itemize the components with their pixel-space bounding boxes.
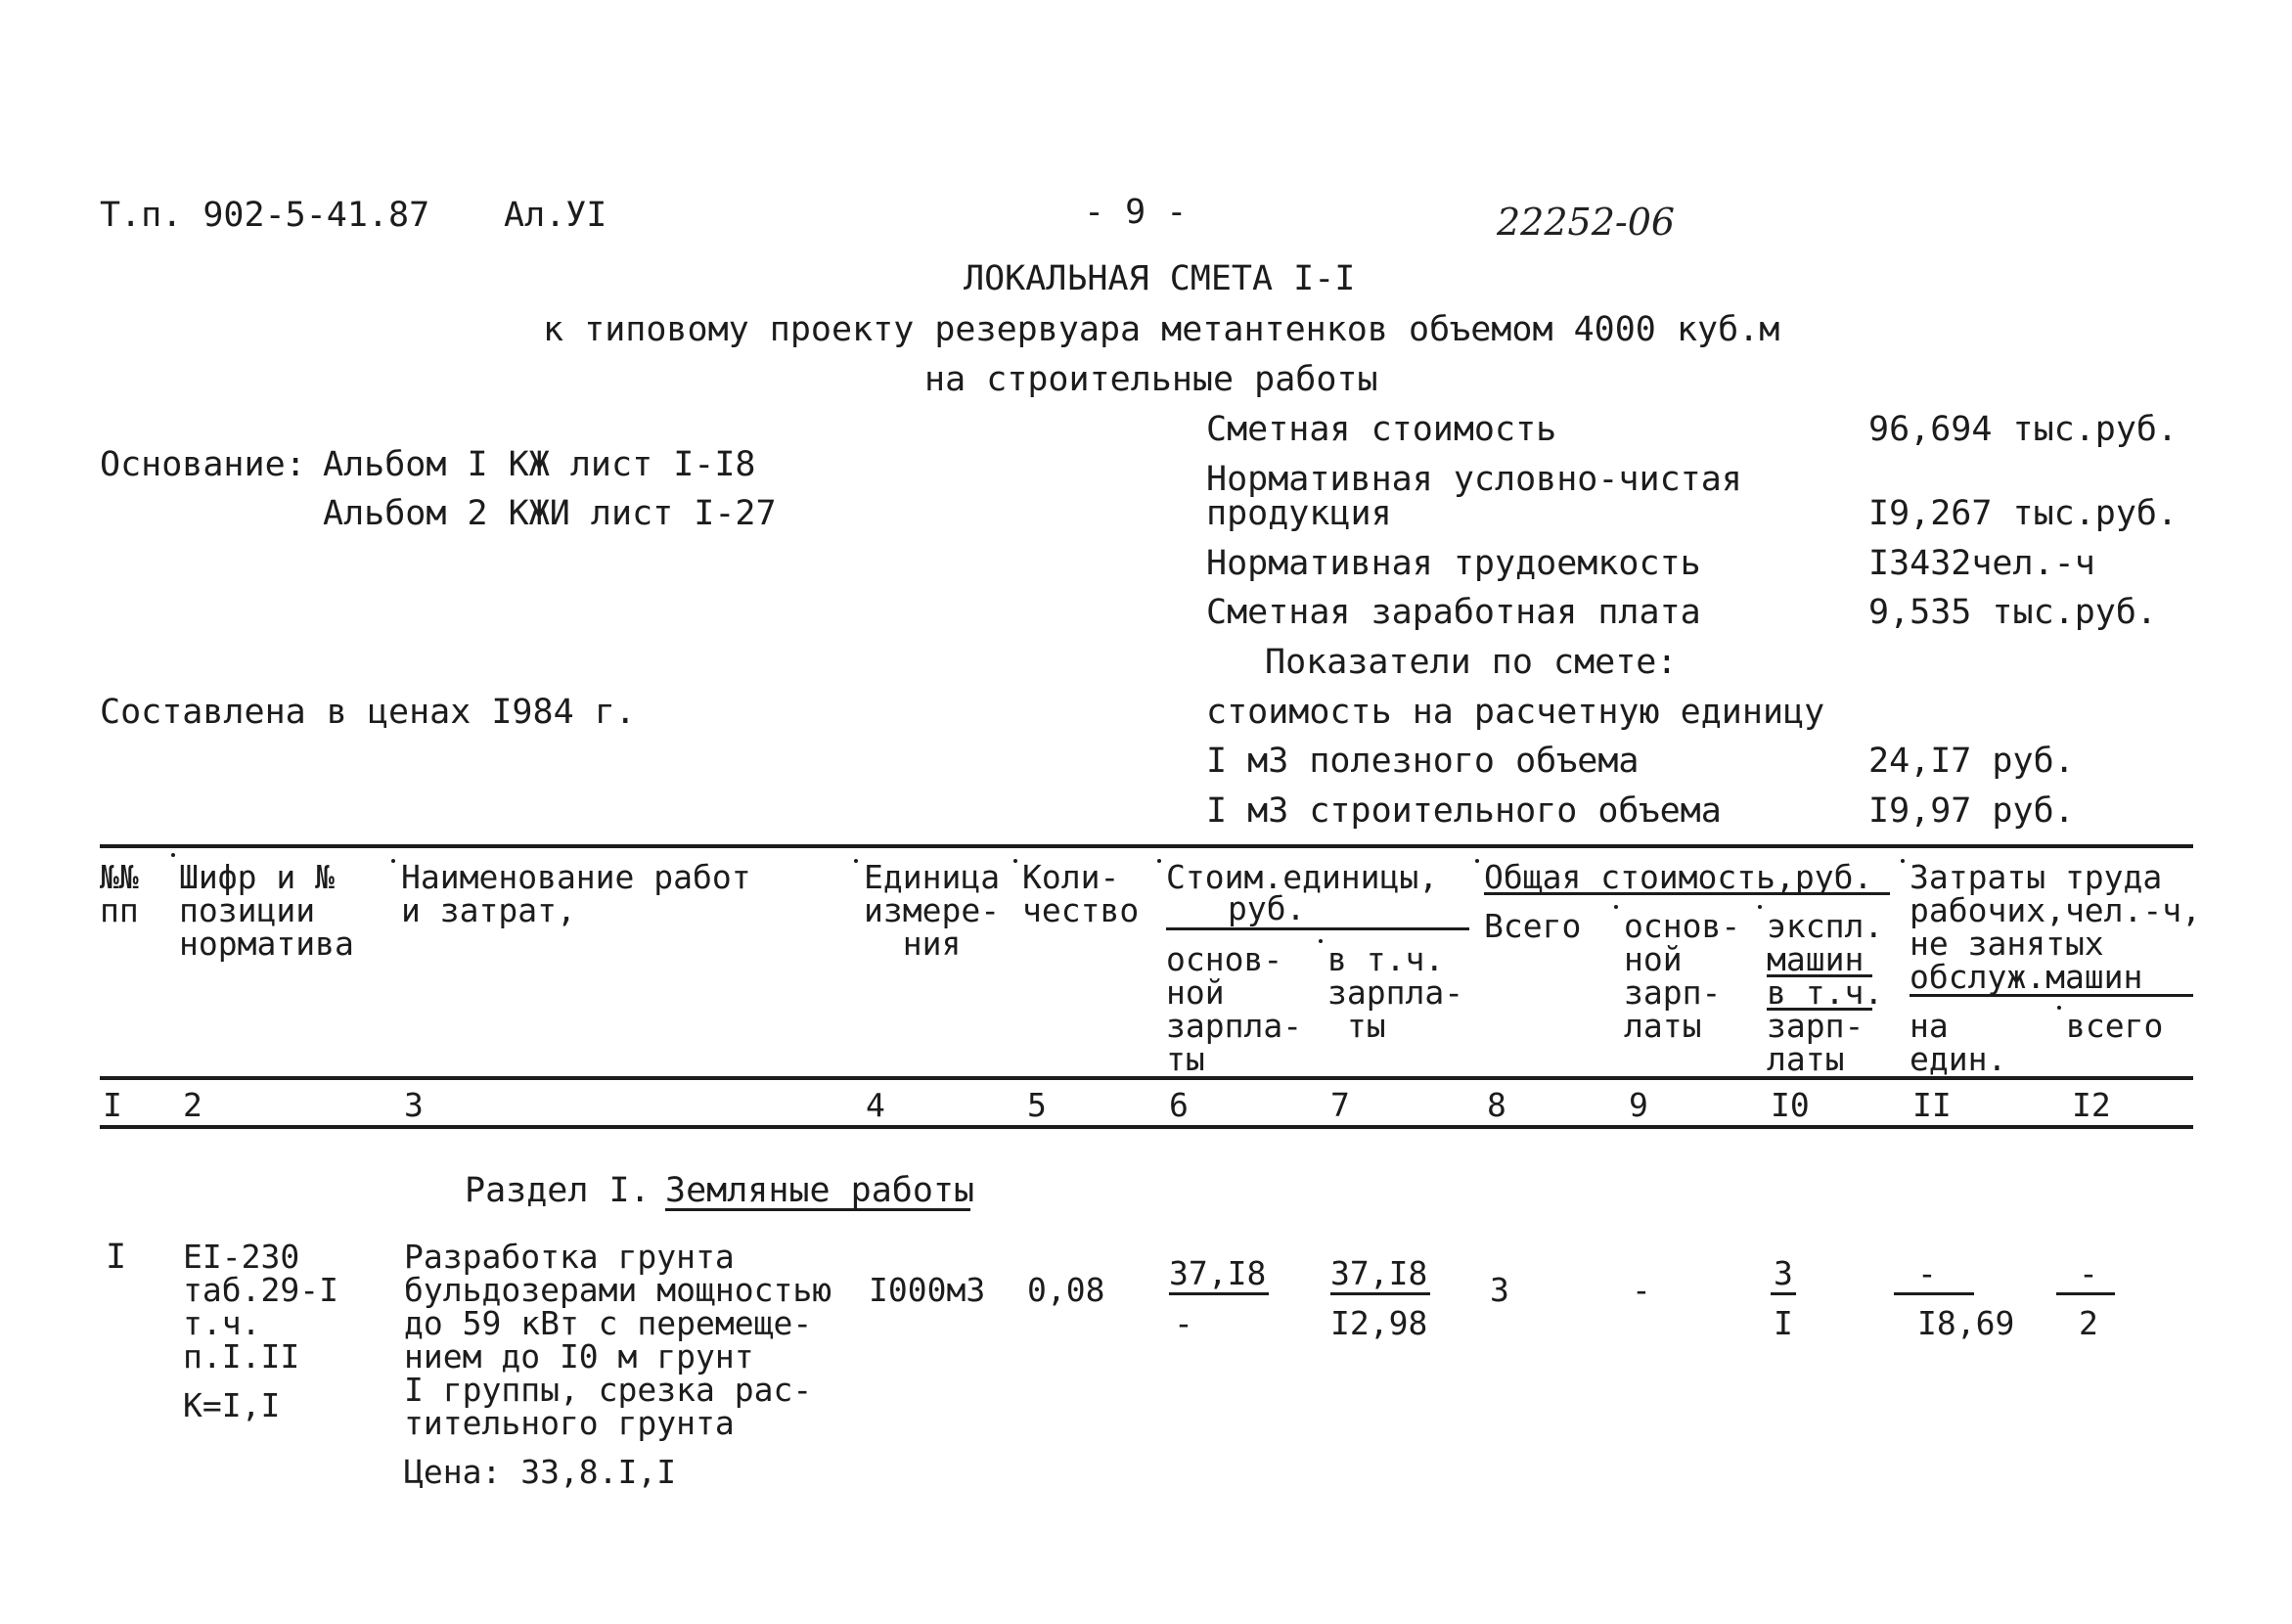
col-number: I0 [1771, 1086, 1810, 1124]
col-number: II [1912, 1086, 1952, 1124]
col-header-code: Шифр и № позиции норматива [179, 858, 354, 963]
row-total: 3 [1490, 1271, 1509, 1309]
doc-code: Т.п. 902-5-41.87 [100, 196, 430, 235]
col-header-qty: Коли- чество [1022, 858, 1140, 929]
row-work-name: Разработка грунта бульдозерами мощностью до 59 кВт с перемеще- нием до I0 м грунт I группы, срезка рас- тительного грунта [404, 1238, 832, 1442]
labor-label: Нормативная трудоемкость [1206, 544, 1701, 583]
col-header-machine-3: в т.ч. [1767, 973, 1884, 1012]
col-number: 6 [1169, 1086, 1189, 1124]
prices-note: Составлена в ценах I984 г. [100, 693, 636, 732]
row-number: I [106, 1238, 127, 1277]
useful-volume-value: 24,I7 руб. [1868, 742, 2075, 781]
col-header-num: №№ пп [100, 858, 139, 929]
document-title: ЛОКАЛЬНАЯ СМЕТА I-I [964, 259, 1356, 298]
row-machine-cost: 3 [1774, 1254, 1793, 1292]
col-divider-mark [854, 859, 858, 863]
row-unit: I000м3 [869, 1271, 986, 1309]
unit-cost-group-rule [1166, 927, 1469, 930]
col-number: I2 [2072, 1086, 2111, 1124]
row-unit-wage: 37,I8 [1330, 1254, 1428, 1292]
cost-value: 96,694 тыс.руб. [1868, 410, 2179, 449]
col-number: I [103, 1086, 122, 1124]
col-header-labor-group: Затраты труда рабочих,чел.-ч, не занятых [1910, 858, 2202, 963]
wage-label: Сметная заработная плата [1206, 593, 1701, 632]
labor-value: I3432чел.-ч [1868, 544, 2095, 583]
row-coefficient: К=I,I [183, 1386, 281, 1424]
col-header-machine: экспл. [1767, 907, 1884, 945]
row-unit-cost-wage: - [1174, 1304, 1193, 1342]
basis-line-2: Альбом 2 КЖИ лист I-27 [323, 494, 777, 533]
col-header-name: Наименование работ и затрат, [401, 858, 751, 929]
section-name-underline [665, 1208, 970, 1211]
col-header-total: Всего [1484, 907, 1582, 945]
total-group-underline [1484, 892, 1890, 895]
col-header-unit-cost-group: Стоим.единицы, [1166, 858, 1439, 896]
net-product-label-2: продукция [1206, 494, 1392, 533]
net-product-label: Нормативная условно-чистая [1206, 460, 1742, 499]
machine-cost-underline [1771, 1292, 1796, 1295]
col-header-unit-cost: основ- ной зарпла- ты [1166, 940, 1303, 1078]
col-number: 5 [1027, 1086, 1047, 1124]
col-header-labor-subgroup: обслуж.машин [1910, 958, 2143, 996]
col-divider-mark [1758, 905, 1762, 909]
col-number: 3 [404, 1086, 424, 1124]
col-divider-mark [1901, 859, 1905, 863]
section-name: Земляные работы [665, 1171, 975, 1210]
col-divider-mark [1614, 905, 1618, 909]
col-number: 8 [1487, 1086, 1506, 1124]
col-header-unit-cost-currency: руб. [1228, 889, 1306, 927]
col-number: 2 [183, 1086, 202, 1124]
row-total-wage: - [1632, 1271, 1651, 1309]
table-header-rule [100, 1076, 2193, 1080]
row-machine-wage: I [1774, 1304, 1793, 1342]
row-quantity: 0,08 [1027, 1271, 1105, 1309]
col-divider-mark [1475, 859, 1479, 863]
col-number: 9 [1629, 1086, 1648, 1124]
basis-line-1: Альбом I КЖ лист I-I8 [323, 445, 756, 484]
labor-unit-underline [1894, 1292, 1974, 1295]
col-header-labor-total: всего [2066, 1007, 2164, 1045]
handwritten-number: 22252-06 [1497, 201, 1676, 244]
col-divider-mark [2057, 1006, 2061, 1010]
basis-label: Основание: [100, 445, 306, 484]
col-divider-mark [171, 853, 175, 857]
row-unit-wage-detail: I2,98 [1330, 1304, 1428, 1342]
table-top-rule [100, 844, 2193, 848]
indicators-title: Показатели по смете: [1265, 643, 1678, 682]
labor-group-rule [1910, 994, 2193, 997]
useful-volume-label: I м3 полезного объема [1206, 742, 1640, 781]
section-label: Раздел I. [465, 1171, 651, 1210]
col-number: 4 [866, 1086, 885, 1124]
col-header-machine-2: машин [1767, 940, 1865, 978]
document-scope: на строительные работы [924, 360, 1378, 399]
row-labor-unit-value: I8,69 [1917, 1304, 2015, 1342]
col-header-total-wage: основ- ной зарп- латы [1624, 907, 1741, 1045]
row-code: EI-230 таб.29-I т.ч. п.I.II [183, 1238, 338, 1376]
unit-cost-underline [1169, 1292, 1269, 1295]
net-product-value: I9,267 тыс.руб. [1868, 494, 2179, 533]
col-number: 7 [1330, 1086, 1350, 1124]
col-divider-mark [1319, 939, 1323, 943]
row-price-note: Цена: 33,8.I,I [404, 1453, 677, 1491]
album-label: Ал.УI [504, 196, 607, 235]
document-subtitle: к типовому проекту резервуара метантенков объемом 4000 куб.м [543, 310, 1780, 349]
building-volume-value: I9,97 руб. [1868, 791, 2075, 831]
col-header-machine-wage: зарп- латы [1767, 1007, 1865, 1078]
col-header-unit-wage: в т.ч. зарпла- ты [1327, 940, 1464, 1045]
row-labor-total: - [2079, 1254, 2098, 1292]
unit-cost-label: стоимость на расчетную единицу [1206, 693, 1825, 732]
table-numbers-rule [100, 1125, 2193, 1129]
col-divider-mark [391, 859, 395, 863]
row-labor-unit: - [1917, 1254, 1937, 1292]
cost-label: Сметная стоимость [1206, 410, 1557, 449]
page-number: - 9 - [1084, 193, 1188, 232]
col-header-unit: Единица измере- ния [864, 858, 1001, 963]
col-header-labor-unit: на един. [1910, 1007, 2007, 1078]
row-unit-cost: 37,I8 [1169, 1254, 1267, 1292]
labor-total-underline [2056, 1292, 2115, 1295]
wage-value: 9,535 тыс.руб. [1868, 593, 2158, 632]
row-labor-total-value: 2 [2079, 1304, 2098, 1342]
building-volume-label: I м3 строительного объема [1206, 791, 1722, 831]
unit-wage-underline [1330, 1292, 1430, 1295]
col-divider-mark [1013, 859, 1017, 863]
col-divider-mark [1157, 859, 1161, 863]
col-header-total-group: Общая стоимость,руб. [1484, 858, 1873, 896]
